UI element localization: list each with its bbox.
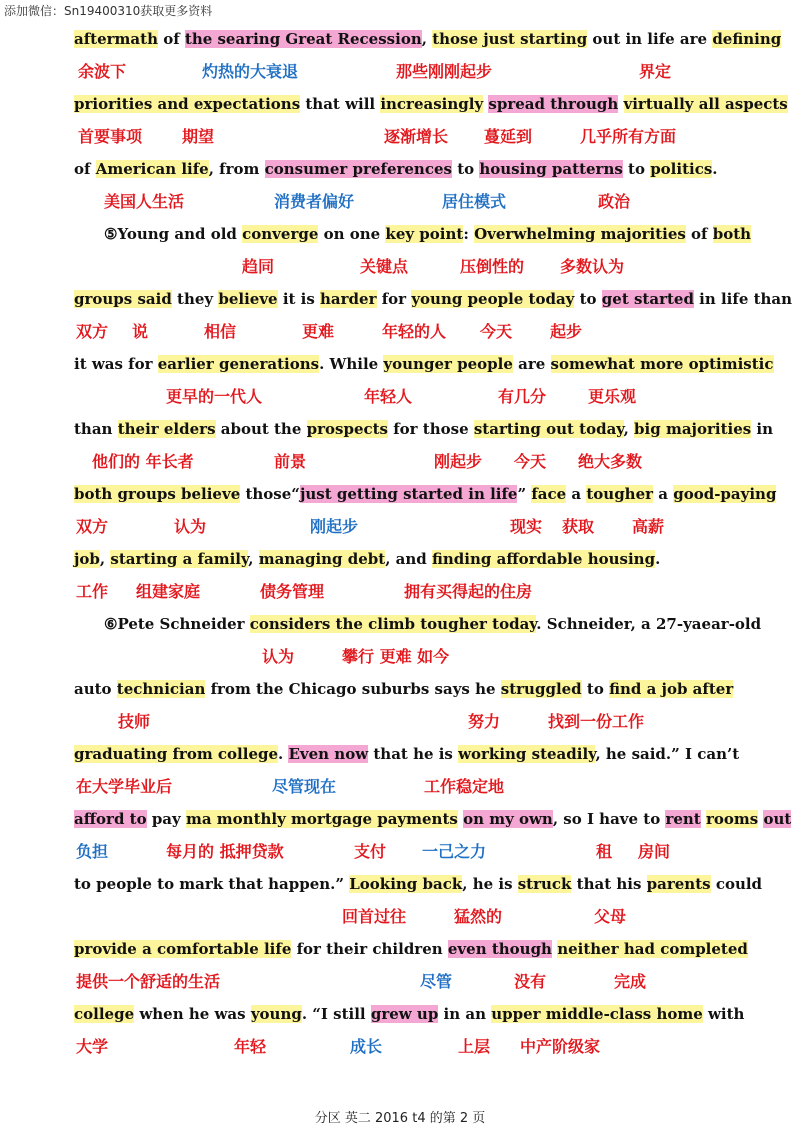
yellow-highlighted-phrase: both groups believe [74, 485, 241, 503]
page-footer: 分区 英二 2016 t4 的第 2 页 [314, 1111, 486, 1126]
chinese-annotation: 首要事项 [78, 127, 143, 146]
yellow-highlighted-phrase: Overwhelming majorities [474, 225, 686, 243]
chinese-annotation: 界定 [639, 62, 672, 81]
chinese-annotation: 关键点 [360, 257, 409, 276]
yellow-highlighted-phrase: managing debt [258, 550, 386, 568]
pink-highlighted-phrase: rent [665, 810, 701, 828]
chinese-annotation-line [74, 771, 724, 802]
yellow-highlighted-phrase: politics [650, 160, 713, 178]
english-text: , [421, 30, 433, 48]
english-text: , he is [462, 875, 518, 893]
chinese-annotation: 余波下 [78, 62, 127, 81]
yellow-highlighted-phrase: struggled [500, 680, 582, 698]
pink-highlighted-phrase: on my own [463, 810, 553, 828]
yellow-highlighted-phrase: increasingly [380, 95, 484, 113]
english-text: when he was [134, 1005, 251, 1023]
chinese-annotation: 今天 [480, 322, 513, 341]
chinese-annotation: 技师 [118, 712, 151, 731]
chinese-annotation: 双方 [76, 322, 109, 341]
chinese-annotation: 支付 [354, 842, 387, 861]
yellow-highlighted-phrase: somewhat more optimistic [550, 355, 774, 373]
chinese-annotation: 成长 [350, 1037, 383, 1056]
english-line [74, 477, 777, 511]
english-text: of [685, 225, 713, 243]
chinese-annotation: 相信 [204, 322, 237, 341]
chinese-annotation: 美国人生活 [104, 192, 185, 211]
chinese-annotation: 债务管理 [260, 582, 325, 601]
english-text [618, 95, 623, 113]
chinese-annotation: 逐渐增长 [384, 127, 449, 146]
chinese-annotation: 期望 [182, 127, 215, 146]
chinese-annotation: 双方 [76, 517, 109, 536]
english-text: , and [385, 550, 432, 568]
chinese-annotation-line [74, 966, 724, 997]
yellow-highlighted-phrase: neither had completed [557, 940, 748, 958]
chinese-annotation: 消费者偏好 [274, 192, 355, 211]
yellow-highlighted-phrase: job [74, 550, 100, 568]
chinese-annotation-line [74, 186, 724, 217]
english-line [74, 217, 752, 251]
english-text: a [653, 485, 674, 503]
yellow-highlighted-phrase: graduating from college [74, 745, 279, 763]
chinese-annotation: 年轻的人 [382, 322, 447, 341]
chinese-annotation: 尽管现在 [272, 777, 337, 796]
english-line [74, 22, 782, 56]
english-line [74, 607, 762, 641]
yellow-highlighted-phrase: rooms [705, 810, 759, 828]
english-text: pay [146, 810, 186, 828]
yellow-highlighted-phrase: ma monthly mortgage payments [185, 810, 458, 828]
chinese-annotation: 组建家庭 [136, 582, 201, 601]
english-text: a [566, 485, 587, 503]
english-text: in an [438, 1005, 492, 1023]
chinese-annotation: 完成 [614, 972, 647, 991]
chinese-annotation-line [74, 641, 724, 672]
english-text: , so I have to [552, 810, 666, 828]
english-text: . [712, 160, 718, 178]
english-text: of [157, 30, 185, 48]
yellow-highlighted-phrase: working steadily [458, 745, 596, 763]
english-text: : [463, 225, 475, 243]
english-text: . [278, 745, 289, 763]
chinese-annotation-line [74, 381, 724, 412]
yellow-highlighted-phrase: virtually all aspects [623, 95, 788, 113]
yellow-highlighted-phrase: those just starting [432, 30, 588, 48]
chinese-annotation: 大学 [76, 1037, 109, 1056]
yellow-highlighted-phrase: college [74, 1005, 135, 1023]
chinese-annotation: 尽管 [420, 972, 453, 991]
english-text: on one [318, 225, 386, 243]
chinese-annotation: 更乐观 [588, 387, 637, 406]
english-line [74, 542, 724, 576]
english-text: it was for [74, 355, 158, 373]
english-line [74, 282, 793, 316]
chinese-annotation: 认为 [262, 647, 295, 666]
chinese-annotation: 他们的 年长者 [92, 452, 194, 471]
yellow-highlighted-phrase: starting a family [110, 550, 249, 568]
english-text: about the [215, 420, 307, 438]
english-text: are [512, 355, 551, 373]
chinese-annotation-line [74, 121, 724, 152]
yellow-highlighted-phrase: Looking back [349, 875, 463, 893]
yellow-highlighted-phrase: their elders [117, 420, 216, 438]
english-text: for those [388, 420, 474, 438]
english-line [74, 672, 734, 706]
english-line [74, 997, 745, 1031]
chinese-annotation: 绝大多数 [578, 452, 643, 471]
yellow-highlighted-phrase: both [712, 225, 752, 243]
chinese-annotation: 提供一个舒适的生活 [76, 972, 221, 991]
english-text: in life than [693, 290, 793, 308]
chinese-annotation: 压倒性的 [460, 257, 525, 276]
english-text: . “I still [301, 1005, 371, 1023]
yellow-highlighted-phrase: tougher [586, 485, 654, 503]
english-line [74, 347, 774, 381]
english-text: to [451, 160, 480, 178]
english-text: to people to mark that happen.” [74, 875, 350, 893]
english-text: they [171, 290, 219, 308]
chinese-annotation-line [74, 576, 724, 607]
english-text: ” [517, 485, 532, 503]
chinese-annotation: 在大学毕业后 [76, 777, 173, 796]
english-line [74, 867, 763, 901]
chinese-annotation: 灼热的大衰退 [202, 62, 299, 81]
english-text: in [751, 420, 774, 438]
yellow-highlighted-phrase: groups said [74, 290, 172, 308]
pink-highlighted-phrase: just getting started in life [299, 485, 518, 503]
english-text: that will [300, 95, 381, 113]
chinese-annotation: 年轻人 [364, 387, 413, 406]
chinese-annotation-line [74, 446, 724, 477]
chinese-annotation: 年轻 [234, 1037, 267, 1056]
chinese-annotation: 认为 [174, 517, 207, 536]
chinese-annotation: 刚起步 [310, 517, 359, 536]
chinese-annotation: 几乎所有方面 [580, 127, 677, 146]
chinese-annotation: 获取 [562, 517, 595, 536]
chinese-annotation-line [74, 511, 724, 542]
english-text: than [74, 420, 118, 438]
english-text: those“ [240, 485, 300, 503]
yellow-highlighted-phrase: young people today [411, 290, 575, 308]
english-text: , [248, 550, 259, 568]
chinese-annotation: 找到一份工作 [548, 712, 645, 731]
english-text: that his [571, 875, 647, 893]
english-line [74, 87, 788, 121]
pink-highlighted-phrase: even though [447, 940, 552, 958]
chinese-annotation: 每月的 抵押贷款 [166, 842, 284, 861]
english-text: . [655, 550, 661, 568]
english-text: , he said.” I can’t [595, 745, 740, 763]
chinese-annotation: 今天 [514, 452, 547, 471]
chinese-annotation: 父母 [594, 907, 627, 926]
chinese-annotation: 攀行 更难 如今 [342, 647, 450, 666]
chinese-annotation: 说 [132, 322, 149, 341]
yellow-highlighted-phrase: young [250, 1005, 302, 1023]
chinese-annotation-line [74, 836, 724, 867]
chinese-annotation: 刚起步 [434, 452, 483, 471]
english-text: to [622, 160, 651, 178]
chinese-annotation: 猛然的 [454, 907, 503, 926]
watermark-text: 添加微信：Sn19400310获取更多资料 [4, 4, 213, 18]
chinese-annotation-line [74, 251, 724, 282]
chinese-annotation: 回首过往 [342, 907, 407, 926]
chinese-annotation-line [74, 1031, 724, 1062]
english-text: , from [208, 160, 265, 178]
english-text: ⑥Pete Schneider [104, 615, 250, 633]
chinese-annotation: 中产阶级家 [520, 1037, 601, 1056]
yellow-highlighted-phrase: find a job after [609, 680, 734, 698]
english-text: it is [277, 290, 321, 308]
chinese-annotation: 政治 [598, 192, 631, 211]
chinese-annotation: 有几分 [498, 387, 547, 406]
chinese-annotation: 上层 [458, 1037, 491, 1056]
chinese-annotation: 那些刚刚起步 [396, 62, 493, 81]
yellow-highlighted-phrase: priorities and expectations [74, 95, 301, 113]
yellow-highlighted-phrase: good-paying [673, 485, 777, 503]
chinese-annotation: 负担 [76, 842, 109, 861]
english-text: to [574, 290, 602, 308]
pink-highlighted-phrase: Even now [288, 745, 369, 763]
english-text: auto [74, 680, 117, 698]
pink-highlighted-phrase: consumer preferences [264, 160, 452, 178]
yellow-highlighted-phrase: starting out today [473, 420, 624, 438]
chinese-annotation: 一己之力 [422, 842, 487, 861]
chinese-annotation: 居住模式 [442, 192, 507, 211]
chinese-annotation: 起步 [550, 322, 583, 341]
yellow-highlighted-phrase: technician [116, 680, 206, 698]
chinese-annotation: 现实 [510, 517, 543, 536]
yellow-highlighted-phrase: defining [712, 30, 782, 48]
pink-highlighted-phrase: spread through [488, 95, 619, 113]
yellow-highlighted-phrase: upper middle-class home [491, 1005, 703, 1023]
chinese-annotation: 多数认为 [560, 257, 625, 276]
chinese-annotation: 趋同 [242, 257, 275, 276]
chinese-annotation-line [74, 316, 724, 347]
english-text: out in life are [587, 30, 713, 48]
pink-highlighted-phrase: the searing Great Recession [184, 30, 422, 48]
english-text: could [710, 875, 763, 893]
chinese-annotation-line [74, 901, 724, 932]
english-line [74, 152, 724, 186]
english-line [74, 932, 748, 966]
chinese-annotation: 工作 [76, 582, 109, 601]
english-text: from the Chicago suburbs says he [205, 680, 501, 698]
yellow-highlighted-phrase: parents [646, 875, 711, 893]
yellow-highlighted-phrase: considers the climb tougher today [249, 615, 537, 633]
pink-highlighted-phrase: afford to [74, 810, 147, 828]
yellow-highlighted-phrase: provide a comfortable life [74, 940, 292, 958]
yellow-highlighted-phrase: face [531, 485, 567, 503]
chinese-annotation: 房间 [638, 842, 671, 861]
english-text: . Schneider, a 27-yaear-old [536, 615, 762, 633]
yellow-highlighted-phrase: finding affordable housing [431, 550, 656, 568]
yellow-highlighted-phrase: converge [242, 225, 319, 243]
chinese-annotation-line [74, 706, 724, 737]
yellow-highlighted-phrase: big majorities [634, 420, 752, 438]
english-text: for [376, 290, 412, 308]
yellow-highlighted-phrase: American life [95, 160, 209, 178]
chinese-annotation: 租 [596, 842, 613, 861]
pink-highlighted-phrase: housing patterns [479, 160, 623, 178]
english-text: . While [319, 355, 384, 373]
chinese-annotation: 高薪 [632, 517, 665, 536]
english-text: , [623, 420, 635, 438]
english-text: that he is [368, 745, 459, 763]
chinese-annotation: 没有 [514, 972, 547, 991]
yellow-highlighted-phrase: aftermath [74, 30, 158, 48]
english-line [74, 412, 774, 446]
yellow-highlighted-phrase: key point [385, 225, 464, 243]
annotated-passage [74, 22, 793, 1062]
english-line [74, 802, 792, 836]
english-text: ⑤Young and old [104, 225, 243, 243]
chinese-annotation: 更早的一代人 [166, 387, 263, 406]
yellow-highlighted-phrase: believe [218, 290, 278, 308]
english-text: to [581, 680, 610, 698]
chinese-annotation: 努力 [468, 712, 501, 731]
english-text: of [74, 160, 96, 178]
yellow-highlighted-phrase: prospects [306, 420, 388, 438]
pink-highlighted-phrase: out [763, 810, 792, 828]
english-line [74, 737, 740, 771]
chinese-annotation: 拥有买得起的住房 [404, 582, 533, 601]
chinese-annotation: 更难 [302, 322, 335, 341]
chinese-annotation: 前景 [274, 452, 307, 471]
english-text: with [702, 1005, 745, 1023]
pink-highlighted-phrase: grew up [370, 1005, 439, 1023]
english-text: for their children [291, 940, 448, 958]
yellow-highlighted-phrase: earlier generations [157, 355, 320, 373]
yellow-highlighted-phrase: struck [517, 875, 572, 893]
chinese-annotation-line [74, 56, 724, 87]
yellow-highlighted-phrase: younger people [383, 355, 513, 373]
yellow-highlighted-phrase: harder [320, 290, 377, 308]
chinese-annotation: 工作稳定地 [424, 777, 505, 796]
english-text: , [99, 550, 111, 568]
chinese-annotation: 蔓延到 [484, 127, 533, 146]
pink-highlighted-phrase: get started [601, 290, 694, 308]
